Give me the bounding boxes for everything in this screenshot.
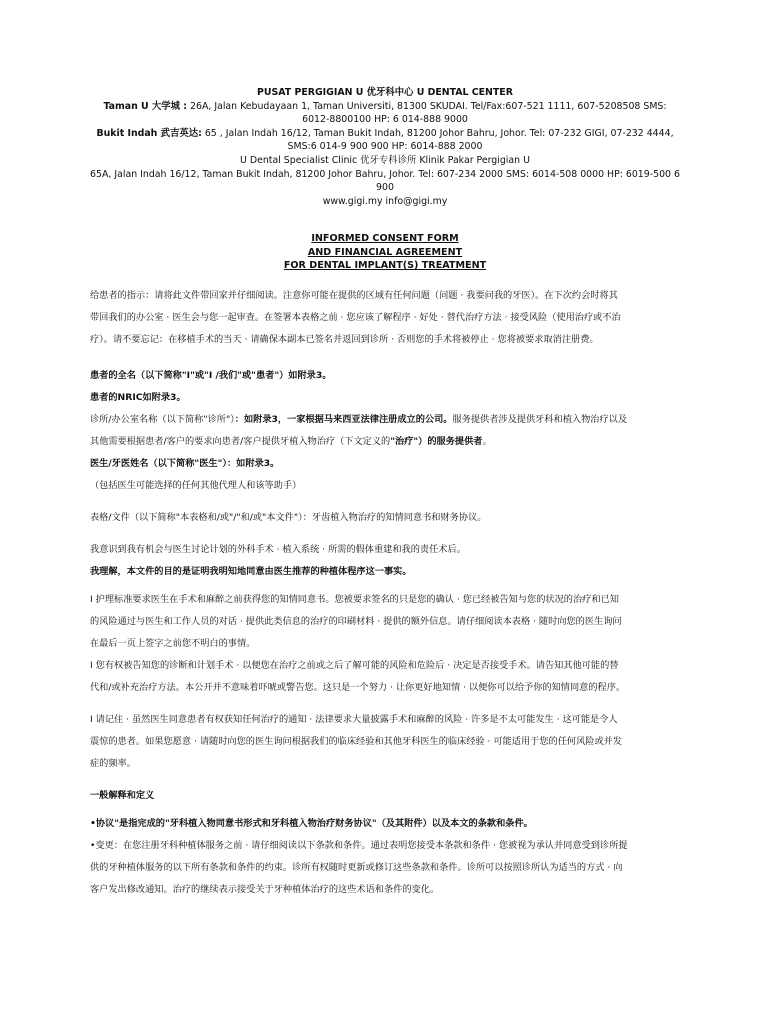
clinic-definition-line-1	[90, 409, 684, 431]
patient-name-definition: 患者的全名（以下简称"I"或"I /我们"或"患者"）如附录3。	[90, 370, 332, 381]
right-to-know-line-2: 代和/或补充治疗方法。本公开并不意味着吓唬或警告您。这只是一个努力 · 让你更好地知情 · 以便你可以给予你的知情同意的程序。	[90, 682, 626, 693]
intro-line-1: 给患者的指示：请将此文件带回家并仔细阅读。注意你可能在提供的区域有任何问题（问题 · 我要问我的牙医）。在下次约会时将其	[90, 290, 618, 301]
clinic-name-label: 诊所/办公室名称（以下简称"诊所"）	[90, 414, 235, 425]
taman-phone: 6012-8800100 HP: 6 014-888 9000	[302, 114, 468, 126]
care-standard-line-2: 的风险通过与医生和工作人员的对话 · 提供此类信息的治疗的印刷材料 · 提供的额外信息。请仔细阅读本表格 · 随时向您的医生询问	[90, 616, 622, 627]
general-definitions-heading: 一般解释和定义	[90, 790, 155, 801]
clinic-header	[88, 86, 682, 208]
bukit-address: 65 , Jalan Indah 16/12, Taman Bukit Indah, 81200 Johor Bahru, Johor. Tel: 07-232 GIGI, 07-232 4444,	[201, 127, 674, 139]
web-and-email: www.gigi.my info@gigi.my	[322, 195, 448, 207]
change-clause-line-3: 客户发出修改通知。治疗的继续表示接受关于牙种植体治疗的这些术语和条件的变化。	[90, 884, 440, 895]
change-clause-line-1: •变更：在您注册牙科种植体服务之前 · 请仔细阅读以下条款和条件。通过表明您接受本条款和条件 · 您被视为承认并同意受到诊所提	[90, 840, 628, 851]
bukit-address-line	[88, 127, 682, 141]
clinic-definition-line-2	[90, 431, 684, 453]
form-title-line-2: AND FINANCIAL AGREEMENT	[307, 246, 463, 258]
center-name: PUSAT PERGIGIAN U 优牙科中心 U DENTAL CENTER	[257, 87, 513, 98]
taman-address: 26A, Jalan Kebudayaan 1, Taman Universiti, 81300 SKUDAI. Tel/Fax:607-521 1111, 607-5208508 SMS:	[187, 100, 667, 112]
bukit-branch-label: Bukit Indah 武吉英达:	[96, 127, 202, 139]
change-clause-line-2: 供的牙种植体服务的以下所有条款和条件的约束。诊所有权随时更新或修订这些条款和条件。诊所可以按照诊所认为适当的方式 · 向	[90, 862, 623, 873]
form-title	[88, 232, 682, 273]
form-definition: 表格/文件（以下简称"本表格和/或"/"和/或"本文件"）：牙齿植入物治疗的知情同意书和财务协议。	[90, 512, 487, 523]
taman-branch-label: Taman U 大学城 :	[103, 100, 188, 112]
patient-nric-definition: 患者的NRIC如附录3。	[90, 392, 186, 403]
specialist-clinic-name: U Dental Specialist Clinic 优牙专科诊所 Klinik Pakar Pergigian U	[240, 154, 530, 166]
taman-address-line	[88, 100, 682, 114]
remember-line-3: 症的频率。	[90, 758, 136, 769]
agreement-definition: •协议"是指完成的"牙科植入物同意书形式和牙科植入物治疗财务协议"（及其附件）以及本文的条款和条件。	[90, 818, 533, 829]
doctor-note: （包括医生可能选择的任何其他代理人和该等助手）	[90, 480, 302, 491]
clinic-line-end: 。	[482, 436, 492, 447]
clinic-treatment-text: 其他需要根据患者/客户的要求向患者/客户提供牙植入物治疗（下文定义的	[90, 436, 391, 447]
clinic-appendix-ref: ：如附录3，一家根据马来西亚法律注册成立的公司。	[234, 414, 453, 425]
form-title-line-1: INFORMED CONSENT FORM	[311, 233, 459, 244]
form-title-line-3: FOR DENTAL IMPLANT(S) TREATMENT	[283, 260, 487, 271]
remember-line-1: I 请记住 · 虽然医生同意患者有权获知任何治疗的通知 · 法律要求大量披露手术和麻醉的风险 · 许多是不太可能发生 · 这可能是令人	[90, 714, 618, 725]
specialist-address-cont: 900	[376, 182, 394, 194]
remember-line-2: 震惊的患者。如果您愿意 · 请随时向您的医生询问根据我们的临床经验和其他牙科医生的临床经验 · 可能适用于您的任何风险或并发	[90, 736, 623, 747]
document-body	[90, 285, 684, 901]
awareness-line-2: 我理解，本文件的目的是证明我明知地同意由医生推荐的种植体程序这一事实。	[90, 566, 412, 577]
intro-line-2: 带回我们的办公室 · 医生会与您一起审查。在签署本表格之前 · 您应该了解程序 · 好处 · 替代治疗方法 · 接受风险（使用治疗或不治	[90, 312, 621, 323]
care-standard-line-1: I 护理标准要求医生在手术和麻醉之前获得您的知情同意书。您被要求签名的只是您的确认 · 您已经被告知与您的状况的治疗和已知	[90, 594, 619, 605]
bukit-phone: SMS:6 014-9 900 900 HP: 6014-888 2000	[287, 141, 483, 153]
care-standard-line-3: 在最后一页上签字之前您不明白的事情。	[90, 638, 256, 649]
doctor-definition: 医生/牙医姓名（以下简称"医生"）：如附录3。	[90, 458, 280, 469]
clinic-service-text: 服务提供者涉及提供牙科和植入物治疗以及	[452, 414, 628, 425]
awareness-line-1: 我意识到我有机会与医生讨论计划的外科手术 · 植入系统 · 所需的假体重建和我的责任术后。	[90, 544, 466, 555]
treatment-term: "治疗"）的服务提供者	[390, 436, 483, 447]
right-to-know-line-1: I 您有权被告知您的诊断和计划手术 · 以便您在治疗之前或之后了解可能的风险和危险后 · 决定是否接受手术。请告知其他可能的替	[90, 660, 619, 671]
specialist-address: 65A, Jalan Indah 16/12, Taman Bukit Indah, 81200 Johor Bahru, Johor. Tel: 607-234 2000 SMS: 6014-508 0000 HP: 6019-500 6	[90, 168, 680, 180]
intro-line-3: 疗）。请不要忘记：在移植手术的当天 · 请确保本副本已签名并返回到诊所 · 否则您的手术将被停止 · 您将被要求取消注册费。	[90, 334, 599, 345]
